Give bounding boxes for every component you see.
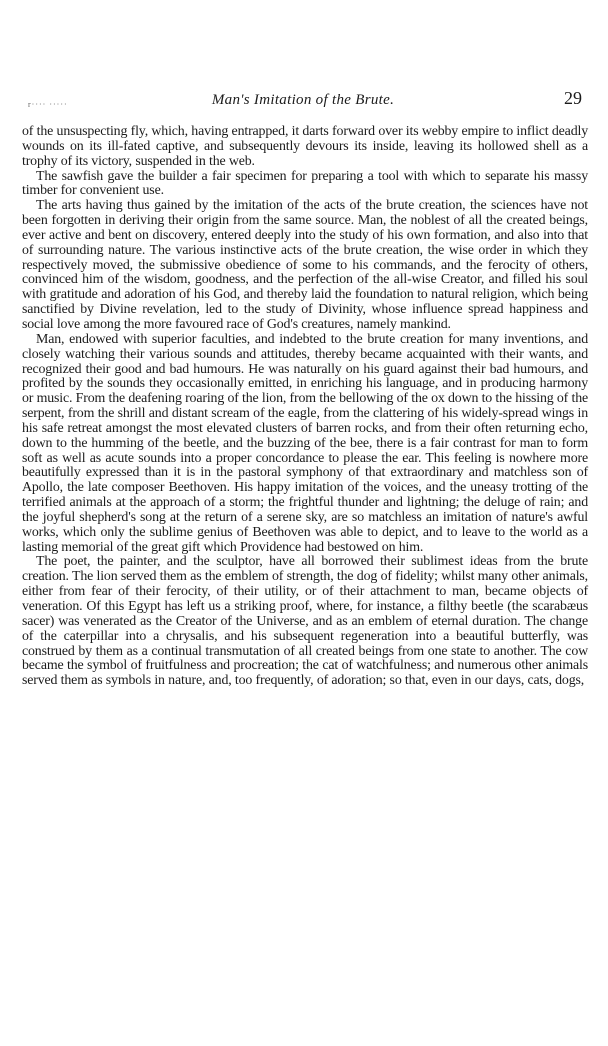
paragraph-poet-painter: The poet, the painter, and the sculptor, have all borrowed their sublimest ideas from the brute creation. The lion served them as the emblem of strength, the dog of fidelity; whilst many other animals, either from fear of their ferocity, of their utility, or of their attachment to man, became objects of veneration. Of this Egypt has left us a striking proof, where, for instance, a filthy beetle (the scarabæus sacer) was venerated as the Creator of the Universe, and as an emblem of eternal duration. The change of the caterpillar into a chrysalis, and his subsequent regeneration into a beautiful butterfly, was construed by them as a continual transmutation of all created beings from one state to another. The cow became the symbol of fruitfulness and procreation; the cat of watchfulness; and numerous other animals served them as symbols in nature, and, too frequently, of adoration; so that, even in our days, cats, dogs, (22, 554, 588, 689)
page-header (20, 88, 586, 116)
paragraph-sawfish: The sawfish gave the builder a fair specimen for preparing a tool with which to separate his massy timber for convenient use. (22, 168, 588, 199)
paragraph-continuation: of the unsuspecting fly, which, having entrapped, it darts forward over its webby empire to inflict deadly wounds on its ill-fated captive, and subsequently devours its inside, leaving its hollowed shell as a trophy of its victory, suspended in the web. (22, 124, 588, 169)
paragraph-sciences: The arts having thus gained by the imitation of the acts of the brute creation, the sciences have not been forgotten in deriving their origin from the same source. Man, the noblest of all the created beings, ever active and bent on discovery, entered deeply into the study of his own formation, and also into that of surrounding nature. The various instinctive acts of the brute creation, the wise order in which they respectively moved, the submissive obedience of some to his commands, and the ferocity of others, convinced him of the wisdom, goodness, and the perfection of the all-wise Creator, and filled his soul with gratitude and adoration of his God, and thereby laid the foundation to natural religion, which being sanctified by Divine revelation, led to the study of Divinity, whose influence spread happiness and social love among the more favoured race of God's creatures, namely mankind. (22, 198, 588, 332)
body-text (22, 125, 588, 689)
paragraph-sounds-music: Man, endowed with superior faculties, and indebted to the brute creation for many inventions, and closely watching their various sounds and attitudes, thereby became acquainted with their wants, and recognized their good and bad humours. He was naturally on his guard against their bad humours, and profited by the sounds they occasionally emitted, in enriching his language, and in producing harmony or music. From the deafening roaring of the lion, from the bellowing of the ox down to the hissing of the serpent, from the shrill and distant scream of the eagle, from the clattering of his widely-spread wings in his safe retreat amongst the most elevated clusters of barren rocks, and from their often returning echo, down to the humming of the beetle, and the buzzing of the bee, there is a fair contrast for man to form soft as well as acute sounds into a proper concordance to please the ear. This feeling is nowhere more beautifully expressed than it is in the pastoral symphony of that extraordinary and matchless son of Apollo, the late composer Beethoven. His happy imitation of the voices, and the uneasy trotting of the terrified animals at the approach of a storm; the frightful thunder and lightning; the deluge of rain; and the joyful shepherd's song at the return of a serene sky, are so matchless an imitation of nature's awful works, which only the sublime genius of Beethoven was able to depict, and to leave to the world as a lasting memorial of the great gift which Providence had bestowed on him. (22, 331, 589, 555)
page-number: 29 (564, 88, 582, 108)
running-title: Man's Imitation of the Brute. (211, 92, 395, 108)
header-printer-mark: r···· ····· (28, 100, 68, 109)
